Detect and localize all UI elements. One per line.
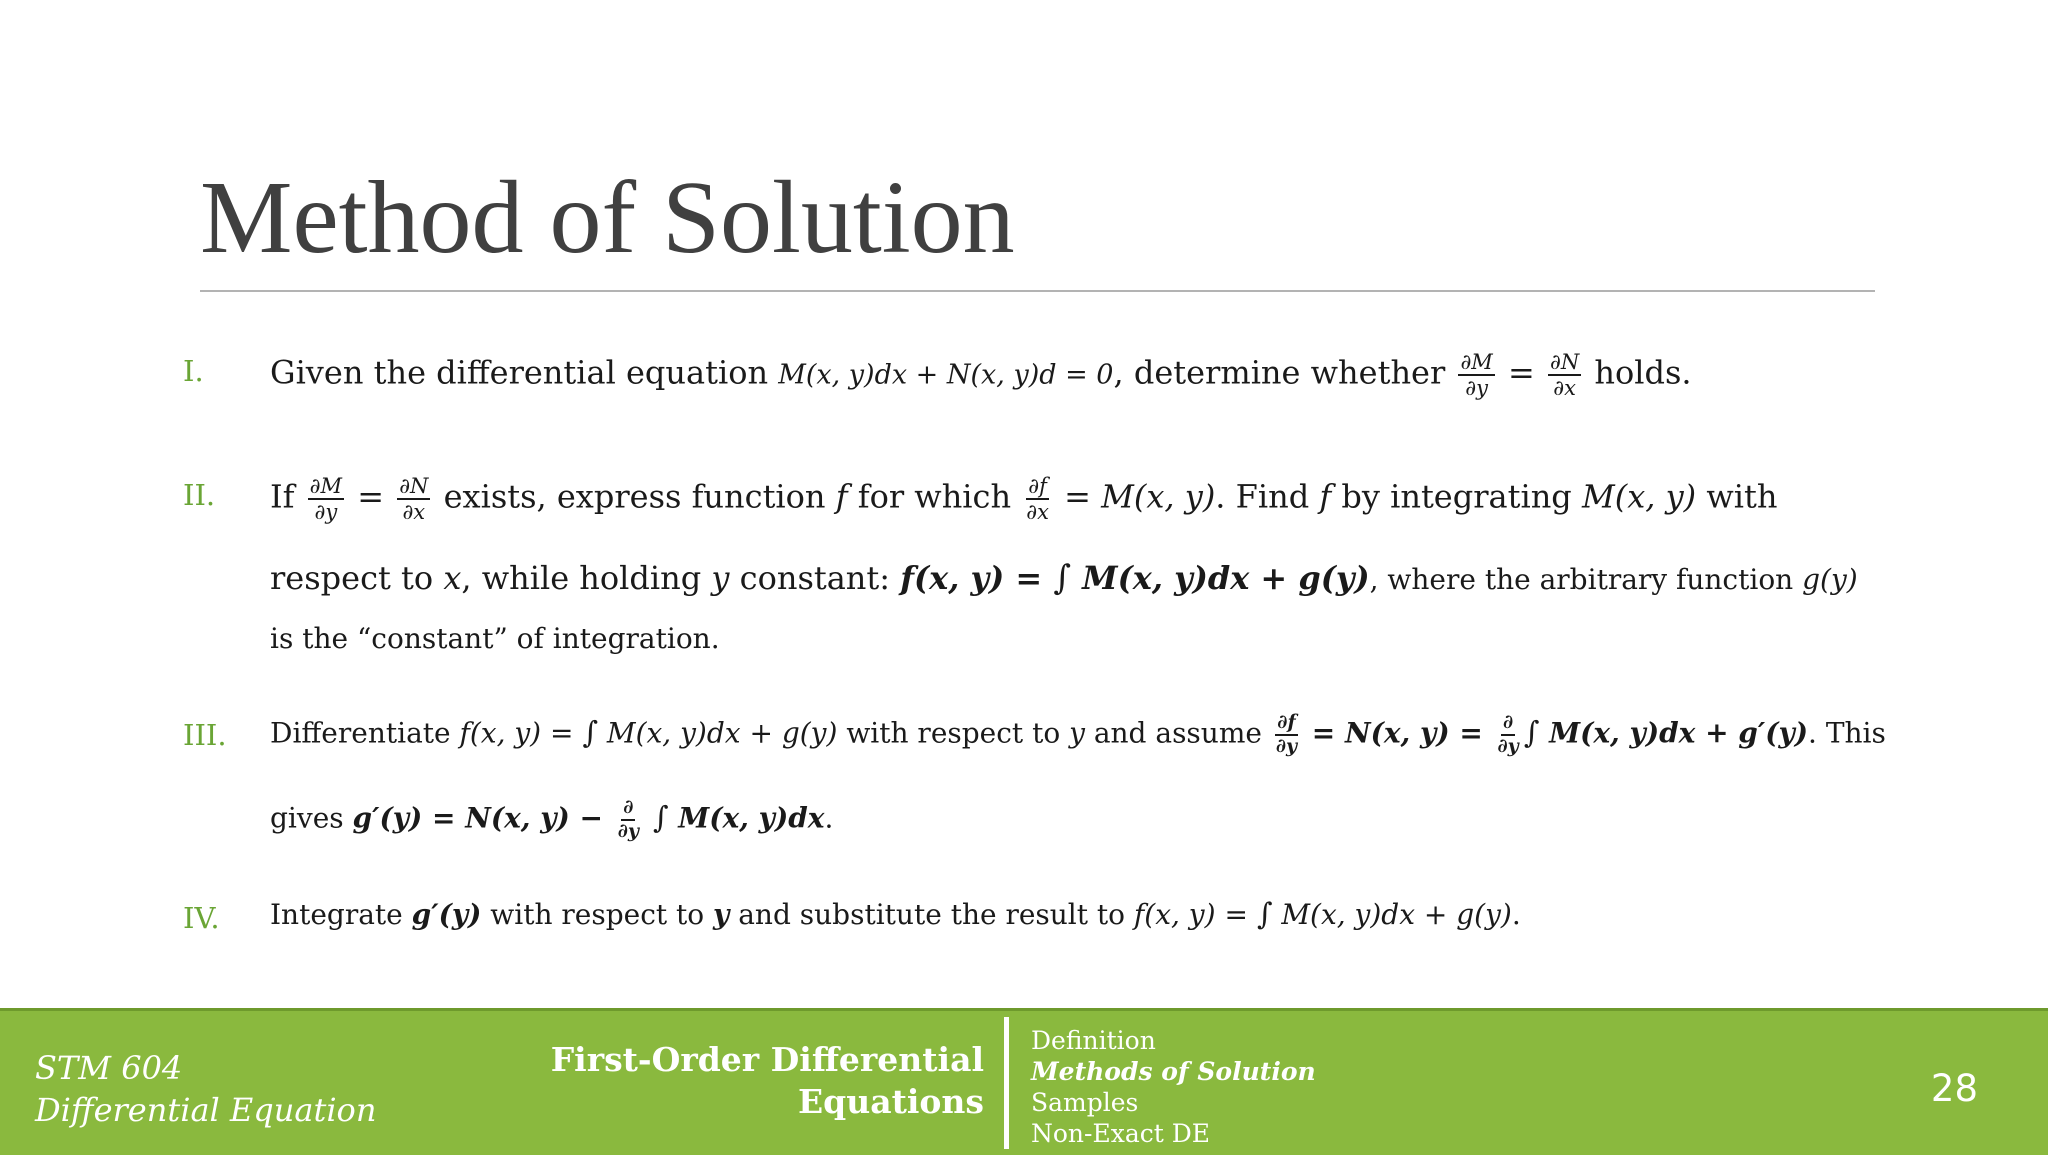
page-number: 28 — [1930, 1067, 1978, 1110]
math-bold: g′(y) — [411, 898, 482, 931]
text: , where the arbitrary function — [1369, 563, 1803, 596]
text: If — [270, 477, 305, 516]
integral-sign: ∫ — [652, 800, 669, 836]
step-4-line-1 — [270, 897, 1521, 932]
math-x: x — [443, 559, 462, 597]
math-bold: y — [713, 898, 730, 931]
math-bold: = N(x, y) = — [1302, 716, 1493, 750]
denominator: ∂y — [617, 819, 639, 842]
chapter-title-line-2: Equations — [798, 1082, 984, 1121]
slide-footer — [0, 1008, 2048, 1155]
math-y: y — [1069, 716, 1085, 750]
chapter-title — [551, 1039, 984, 1123]
equals: = — [1497, 353, 1545, 392]
text: , determine whether — [1113, 353, 1456, 392]
step-1-line-1 — [270, 350, 1692, 400]
numerator: ∂f — [1275, 712, 1297, 736]
fraction-dM-dy — [1458, 350, 1494, 400]
nav-item-non-exact-de[interactable]: Non-Exact DE — [1031, 1119, 1211, 1148]
step-numeral: III. — [183, 718, 227, 752]
text: holds. — [1584, 353, 1692, 392]
text: with — [1696, 477, 1778, 516]
integral-sign: ∫ — [1523, 715, 1540, 751]
fraction-df-dy — [1274, 712, 1299, 758]
integral-sign: ∫ — [1053, 558, 1072, 598]
text: and substitute the result to — [729, 898, 1134, 931]
math-equation: M(x, y)dx + N(x, y)d = 0 — [778, 359, 1114, 391]
math-y: y — [711, 559, 730, 597]
fraction-d-dy — [1496, 712, 1521, 758]
denominator: ∂x — [402, 500, 426, 525]
denominator: ∂y — [1465, 376, 1488, 401]
nav-item-definition[interactable]: Definition — [1031, 1026, 1156, 1055]
text: Integrate — [270, 898, 412, 931]
math-expression: M(x, y)dx + g(y) — [598, 716, 838, 750]
math-expression: f(x, y) = — [459, 716, 583, 750]
text: for which — [847, 477, 1022, 516]
text: exists, express function — [433, 477, 836, 516]
chapter-title-line-1: First-Order Differential — [550, 1040, 984, 1079]
text: with respect to — [481, 898, 714, 931]
course-code: STM 604 — [35, 1049, 183, 1087]
text: , while holding — [461, 559, 712, 597]
text: Given the differential equation — [270, 353, 779, 392]
denominator: ∂y — [314, 500, 338, 525]
math-expression: M(x, y)dx + g(y) — [1272, 898, 1512, 931]
numerator: ∂f — [1026, 474, 1049, 500]
step-2-line-3: is the “constant” of integration. — [270, 622, 720, 655]
text: . This — [1808, 716, 1886, 750]
text: by integrating — [1331, 477, 1582, 516]
fraction-df-dx — [1024, 474, 1051, 524]
course-name: Differential Equation — [35, 1091, 377, 1129]
slide-title: Method of Solution — [200, 160, 1015, 275]
denominator: ∂y — [1275, 734, 1298, 757]
math-bold: M(x, y)dx — [668, 801, 825, 835]
step-numeral: II. — [183, 478, 216, 512]
denominator: ∂y — [1497, 734, 1519, 757]
step-2-line-1 — [270, 474, 1777, 524]
fraction-d-dy — [616, 797, 641, 843]
numerator: ∂N — [1548, 350, 1581, 376]
course-info — [35, 1047, 376, 1131]
math-f: f — [1319, 477, 1332, 516]
text: constant: — [729, 559, 901, 597]
section-nav — [1031, 1025, 1316, 1149]
footer-divider — [1004, 1017, 1009, 1149]
integral-sign: ∫ — [1256, 897, 1273, 932]
text: . — [1511, 898, 1521, 931]
numerator: ∂ — [1501, 712, 1515, 736]
step-3-line-2 — [270, 797, 833, 843]
step-numeral: I. — [183, 354, 204, 388]
equals: = — [347, 477, 395, 516]
numerator: ∂N — [397, 474, 430, 500]
text: and assume — [1084, 716, 1271, 750]
step-3-line-1 — [270, 712, 1886, 758]
fraction-dN-dx — [1548, 350, 1581, 400]
math-bold: M(x, y)dx + g(y) — [1071, 559, 1370, 597]
numerator: ∂ — [621, 797, 635, 821]
nav-item-methods-of-solution[interactable]: Methods of Solution — [1031, 1057, 1316, 1086]
math-expression: = M(x, y) — [1053, 477, 1216, 516]
math-expression: M(x, y) — [1581, 477, 1697, 516]
text: . — [824, 801, 834, 835]
math-bold: g′(y) = N(x, y) − — [352, 801, 613, 835]
math-expression: g(y) — [1802, 563, 1858, 596]
math-bold: M(x, y)dx + g′(y) — [1539, 716, 1809, 750]
step-numeral: IV. — [183, 901, 220, 935]
math-expression: f(x, y) = — [1133, 898, 1257, 931]
text: . Find — [1215, 477, 1320, 516]
title-divider — [200, 290, 1875, 292]
numerator: ∂M — [1458, 350, 1494, 376]
math-f: f — [835, 477, 848, 516]
fraction-dM-dy — [308, 474, 344, 524]
step-2-line-2 — [270, 558, 1858, 598]
integral-sign: ∫ — [582, 715, 599, 751]
numerator: ∂M — [308, 474, 344, 500]
math-bold: f(x, y) = — [900, 559, 1054, 597]
text: Differentiate — [270, 716, 460, 750]
nav-item-samples[interactable]: Samples — [1031, 1088, 1139, 1117]
denominator: ∂x — [1026, 500, 1049, 525]
fraction-dN-dx — [397, 474, 430, 524]
text: with respect to — [837, 716, 1070, 750]
text: respect to — [270, 559, 444, 597]
denominator: ∂x — [1553, 376, 1576, 401]
text: gives — [270, 801, 353, 835]
